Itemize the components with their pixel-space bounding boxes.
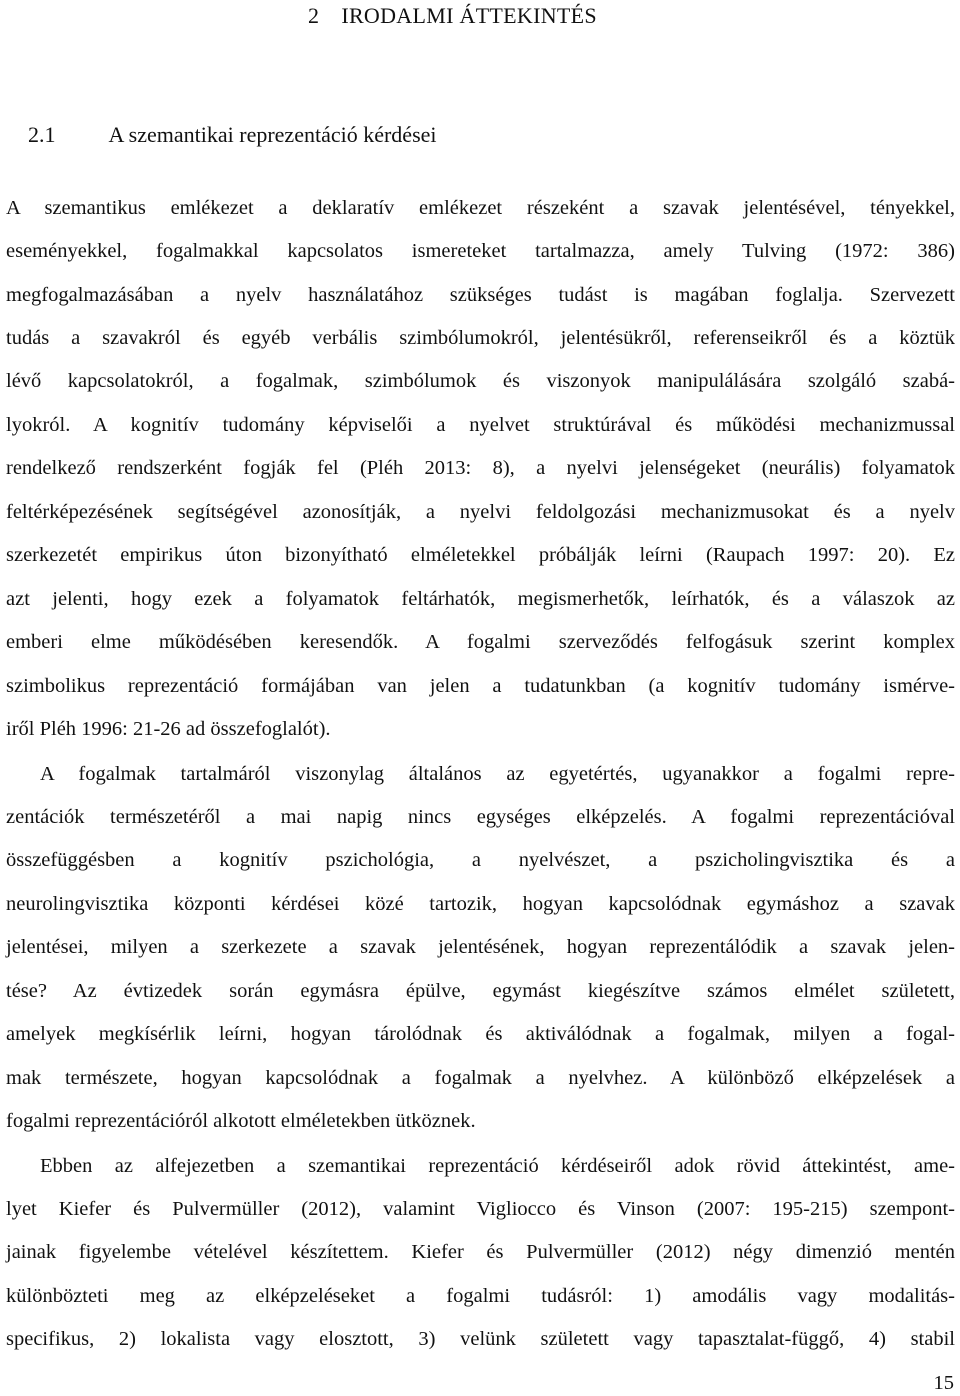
text-line: neurolingvisztika központi kérdései közé tartozik, hogyan kapcsolódnak egymáshoz a szavak	[6, 893, 955, 915]
text-line: amelyek megkísérlik leírni, hogyan tárolódnak és aktiválódnak a fogalmak, milyen a fogal-	[6, 1023, 955, 1045]
text-line: tése? Az évtizedek során egymásra épülve, egymást kiegészítve számos elmélet született,	[6, 980, 955, 1002]
text-line: jainak figyelembe vételével készítettem. Kiefer és Pulvermüller (2012) négy dimenzió mentén	[6, 1241, 955, 1263]
text-line: szimbolikus reprezentáció formájában van jelen a tudatunkban (a kognitív tudomány ismérve-	[6, 675, 955, 697]
text-line: feltérképezésének segítségével azonosítják, a nyelvi feldolgozási mechanizmusokat és a nyelv	[6, 501, 955, 523]
text-line: jelentései, milyen a szerkezete a szavak jelentésének, hogyan reprezentálódik a szavak jelen-	[6, 936, 955, 958]
text-line: emberi elme működésében keresendők. A fogalmi szerveződés felfogásuk szerint komplex	[6, 631, 955, 653]
text-line: specifikus, 2) lokalista vagy elosztott, 3) velünk született vagy tapasztalat-függő, 4) stabil	[6, 1328, 955, 1350]
text-line: mak természete, hogyan kapcsolódnak a fogalmak a nyelvhez. A különböző elképzelések a	[6, 1067, 955, 1089]
section-heading	[28, 122, 437, 148]
text-line: rendelkező rendszerként fogják fel (Pléh 2013: 8), a nyelvi jelenségeket (neurális) folyamatok	[6, 457, 955, 479]
chapter-heading	[308, 3, 597, 29]
text-line: zentációk természetéről a mai napig nincs egységes elképzelés. A fogalmi reprezentációval	[6, 806, 955, 828]
text-line: lyokról. A kognitív tudomány képviselői a nyelvet struktúrával és működési mechanizmussal	[6, 414, 955, 436]
text-line: iről Pléh 1996: 21-26 ad összefoglalót).	[6, 718, 331, 740]
text-line: szerkezetét empirikus úton bizonyítható elméletekkel próbálják leírni (Raupach 1997: 20). Ez	[6, 544, 955, 566]
page-number: 15	[933, 1372, 954, 1394]
text-line: A fogalmak tartalmáról viszonylag általános az egyetértés, ugyanakkor a fogalmi repre-	[40, 763, 955, 785]
chapter-number: 2	[308, 3, 320, 28]
text-line: A szemantikus emlékezet a deklaratív emlékezet részeként a szavak jelentésével, tényekkel,	[6, 197, 955, 219]
text-line: fogalmi reprezentációról alkotott elméletekben ütköznek.	[6, 1110, 476, 1132]
text-line: összefüggésben a kognitív pszichológia, a nyelvészet, a pszicholingvisztika és a	[6, 849, 955, 871]
text-line: eseményekkel, fogalmakkal kapcsolatos ismereteket tartalmazza, amely Tulving (1972: 386)	[6, 240, 955, 262]
text-line: különbözteti meg az elképzeléseket a fogalmi tudásról: 1) amodális vagy modalitás-	[6, 1285, 955, 1307]
text-line: lyet Kiefer és Pulvermüller (2012), valamint Vigliocco és Vinson (2007: 195-215) szempont-	[6, 1198, 955, 1220]
section-number: 2.1	[28, 122, 56, 147]
text-line: Ebben az alfejezetben a szemantikai reprezentáció kérdéseiről adok rövid áttekintést, ame-	[40, 1155, 955, 1177]
text-line: lévő kapcsolatokról, a fogalmak, szimbólumok és viszonyok manipulálására szolgáló szabá-	[6, 370, 955, 392]
text-line: azt jelenti, hogy ezek a folyamatok feltárhatók, megismerhetők, leírhatók, és a válaszok az	[6, 588, 955, 610]
text-line: megfogalmazásában a nyelv használatához szükséges tudást is magában foglalja. Szervezett	[6, 284, 955, 306]
text-line: tudás a szavakról és egyéb verbális szimbólumokról, jelentésükről, referenseikről és a köztük	[6, 327, 955, 349]
section-title: A szemantikai reprezentáció kérdései	[108, 122, 437, 147]
chapter-title: IRODALMI ÁTTEKINTÉS	[341, 3, 597, 28]
